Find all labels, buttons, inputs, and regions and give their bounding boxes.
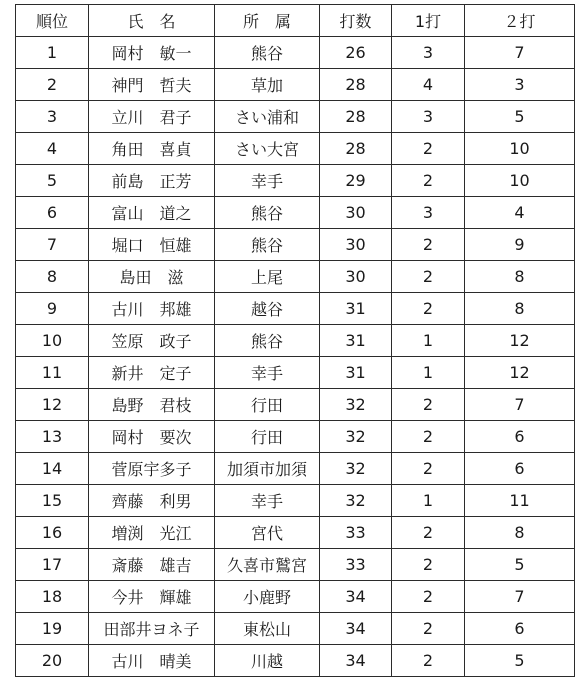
table-row [16, 549, 575, 581]
club-cell: 幸手 [215, 165, 320, 197]
two-shot-cell: 8 [465, 293, 575, 325]
rank-cell: 17 [16, 549, 89, 581]
one-shot-cell: 2 [392, 229, 465, 261]
strokes-cell: 28 [320, 133, 392, 165]
club-cell: 宮代 [215, 517, 320, 549]
name-cell: 前島 正芳 [89, 165, 215, 197]
club-cell: 上尾 [215, 261, 320, 293]
two-shot-cell: 11 [465, 485, 575, 517]
two-shot-cell: 8 [465, 517, 575, 549]
club-cell: さい大宮 [215, 133, 320, 165]
strokes-cell: 28 [320, 101, 392, 133]
rank-cell: 13 [16, 421, 89, 453]
rank-cell: 10 [16, 325, 89, 357]
table-row [16, 357, 575, 389]
two-shot-cell: 12 [465, 357, 575, 389]
one-shot-cell: 2 [392, 613, 465, 645]
strokes-cell: 31 [320, 357, 392, 389]
rank-cell: 8 [16, 261, 89, 293]
one-shot-cell: 2 [392, 517, 465, 549]
one-shot-cell: 2 [392, 133, 465, 165]
rank-cell: 11 [16, 357, 89, 389]
one-shot-cell: 2 [392, 389, 465, 421]
name-cell: 古川 晴美 [89, 645, 215, 677]
strokes-cell: 32 [320, 453, 392, 485]
name-cell: 神門 哲夫 [89, 69, 215, 101]
name-cell: 岡村 要次 [89, 421, 215, 453]
two-shot-cell: 3 [465, 69, 575, 101]
name-cell: 岡村 敏一 [89, 37, 215, 69]
name-cell: 今井 輝雄 [89, 581, 215, 613]
one-shot-cell: 1 [392, 325, 465, 357]
rank-cell: 9 [16, 293, 89, 325]
strokes-cell: 32 [320, 389, 392, 421]
two-shot-cell: 6 [465, 613, 575, 645]
header-one-shot: 1打 [392, 5, 465, 37]
two-shot-cell: 12 [465, 325, 575, 357]
rank-cell: 19 [16, 613, 89, 645]
club-cell: 加須市加須 [215, 453, 320, 485]
strokes-cell: 34 [320, 645, 392, 677]
one-shot-cell: 3 [392, 101, 465, 133]
table-row [16, 165, 575, 197]
name-cell: 増渕 光江 [89, 517, 215, 549]
table-row [16, 133, 575, 165]
name-cell: 田部井ヨネ子 [89, 613, 215, 645]
results-table [15, 4, 575, 677]
club-cell: 久喜市鷲宮 [215, 549, 320, 581]
name-cell: 島野 君枝 [89, 389, 215, 421]
rank-cell: 7 [16, 229, 89, 261]
table-row [16, 101, 575, 133]
strokes-cell: 28 [320, 69, 392, 101]
club-cell: 行田 [215, 389, 320, 421]
one-shot-cell: 2 [392, 261, 465, 293]
rank-cell: 20 [16, 645, 89, 677]
table-row [16, 453, 575, 485]
table-row [16, 389, 575, 421]
one-shot-cell: 2 [392, 549, 465, 581]
rank-cell: 12 [16, 389, 89, 421]
two-shot-cell: 10 [465, 133, 575, 165]
club-cell: 越谷 [215, 293, 320, 325]
rank-cell: 4 [16, 133, 89, 165]
two-shot-cell: 7 [465, 37, 575, 69]
strokes-cell: 32 [320, 421, 392, 453]
club-cell: 幸手 [215, 485, 320, 517]
table-row [16, 229, 575, 261]
two-shot-cell: 5 [465, 549, 575, 581]
two-shot-cell: 9 [465, 229, 575, 261]
club-cell: 熊谷 [215, 325, 320, 357]
name-cell: 立川 君子 [89, 101, 215, 133]
name-cell: 角田 喜貞 [89, 133, 215, 165]
table-row [16, 197, 575, 229]
strokes-cell: 30 [320, 261, 392, 293]
header-strokes: 打数 [320, 5, 392, 37]
header-row [16, 5, 575, 37]
header-rank: 順位 [16, 5, 89, 37]
two-shot-cell: 6 [465, 421, 575, 453]
club-cell: 熊谷 [215, 197, 320, 229]
strokes-cell: 33 [320, 517, 392, 549]
header-club: 所 属 [215, 5, 320, 37]
strokes-cell: 29 [320, 165, 392, 197]
header-two-shot: ２打 [465, 5, 575, 37]
name-cell: 斎藤 雄吉 [89, 549, 215, 581]
club-cell: 幸手 [215, 357, 320, 389]
name-cell: 新井 定子 [89, 357, 215, 389]
one-shot-cell: 1 [392, 357, 465, 389]
one-shot-cell: 1 [392, 485, 465, 517]
two-shot-cell: 5 [465, 645, 575, 677]
table-row [16, 37, 575, 69]
strokes-cell: 31 [320, 325, 392, 357]
name-cell: 堀口 恒雄 [89, 229, 215, 261]
table-row [16, 325, 575, 357]
one-shot-cell: 2 [392, 165, 465, 197]
rank-cell: 16 [16, 517, 89, 549]
name-cell: 島田 滋 [89, 261, 215, 293]
rank-cell: 15 [16, 485, 89, 517]
strokes-cell: 34 [320, 613, 392, 645]
two-shot-cell: 8 [465, 261, 575, 293]
one-shot-cell: 2 [392, 581, 465, 613]
name-cell: 古川 邦雄 [89, 293, 215, 325]
rank-cell: 3 [16, 101, 89, 133]
strokes-cell: 26 [320, 37, 392, 69]
table-row [16, 293, 575, 325]
one-shot-cell: 3 [392, 37, 465, 69]
two-shot-cell: 4 [465, 197, 575, 229]
name-cell: 菅原宇多子 [89, 453, 215, 485]
one-shot-cell: 2 [392, 453, 465, 485]
club-cell: 小鹿野 [215, 581, 320, 613]
name-cell: 富山 道之 [89, 197, 215, 229]
table-row [16, 421, 575, 453]
name-cell: 齊藤 利男 [89, 485, 215, 517]
two-shot-cell: 5 [465, 101, 575, 133]
club-cell: 熊谷 [215, 37, 320, 69]
rank-cell: 2 [16, 69, 89, 101]
rank-cell: 18 [16, 581, 89, 613]
rank-cell: 14 [16, 453, 89, 485]
strokes-cell: 34 [320, 581, 392, 613]
table-row [16, 261, 575, 293]
club-cell: 川越 [215, 645, 320, 677]
two-shot-cell: 7 [465, 389, 575, 421]
table-row [16, 581, 575, 613]
two-shot-cell: 6 [465, 453, 575, 485]
header-name: 氏 名 [89, 5, 215, 37]
name-cell: 笠原 政子 [89, 325, 215, 357]
two-shot-cell: 7 [465, 581, 575, 613]
one-shot-cell: 4 [392, 69, 465, 101]
rank-cell: 6 [16, 197, 89, 229]
club-cell: 行田 [215, 421, 320, 453]
rank-cell: 1 [16, 37, 89, 69]
one-shot-cell: 3 [392, 197, 465, 229]
table-row [16, 485, 575, 517]
club-cell: 熊谷 [215, 229, 320, 261]
strokes-cell: 30 [320, 229, 392, 261]
strokes-cell: 33 [320, 549, 392, 581]
table-row [16, 69, 575, 101]
strokes-cell: 32 [320, 485, 392, 517]
club-cell: さい浦和 [215, 101, 320, 133]
club-cell: 東松山 [215, 613, 320, 645]
two-shot-cell: 10 [465, 165, 575, 197]
rank-cell: 5 [16, 165, 89, 197]
table-row [16, 613, 575, 645]
table-row [16, 517, 575, 549]
table-body [16, 37, 575, 677]
strokes-cell: 31 [320, 293, 392, 325]
one-shot-cell: 2 [392, 293, 465, 325]
strokes-cell: 30 [320, 197, 392, 229]
one-shot-cell: 2 [392, 645, 465, 677]
club-cell: 草加 [215, 69, 320, 101]
one-shot-cell: 2 [392, 421, 465, 453]
table-row [16, 645, 575, 677]
